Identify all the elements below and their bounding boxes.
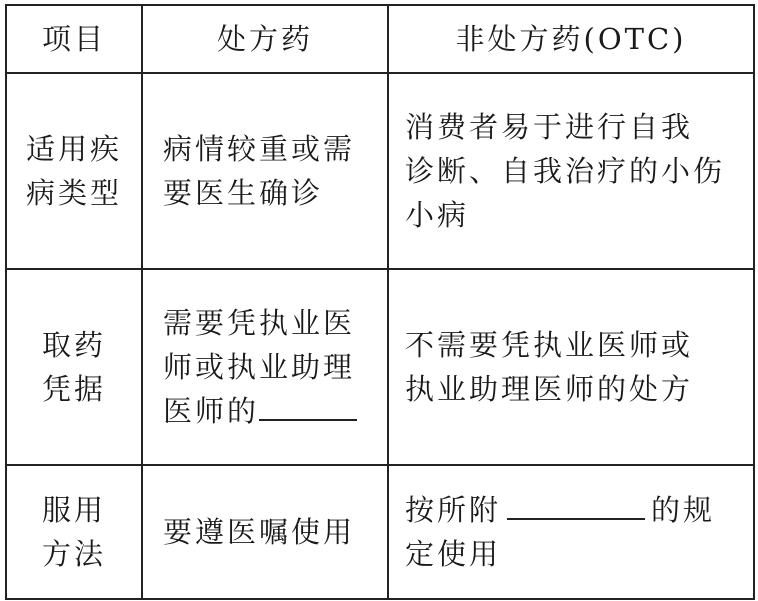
label-line: 方法 [41, 537, 106, 571]
otc-cell [388, 73, 754, 269]
cell-text: 按所附 [405, 493, 502, 527]
cell-line: 定使用 [405, 537, 502, 571]
row-label [6, 73, 142, 269]
cell-line: 消费者易于进行自我 [405, 110, 694, 144]
cell-line: 执业助理医师的处方 [405, 372, 694, 406]
cell-text: 医师的 [163, 394, 260, 428]
cell-line: 师或执业助理 [163, 350, 356, 384]
otc-cell [388, 465, 754, 599]
cell-line: 不需要凭执业医师或 [405, 328, 694, 362]
label-line: 服用 [41, 493, 106, 527]
cell-line: 病情较重或需 [163, 132, 356, 166]
header-otc: 非处方药(OTC) [388, 5, 754, 73]
cell-line: 诊断、自我治疗的小伤 [405, 154, 726, 188]
cell-text: 的规 [651, 493, 716, 527]
fill-in-blank [259, 389, 357, 421]
comparison-table [5, 4, 755, 600]
row-label [6, 465, 142, 599]
prescription-cell [142, 465, 388, 599]
row-label [6, 269, 142, 465]
cell-line [405, 488, 745, 532]
header-item: 项目 [6, 5, 142, 73]
cell-line [163, 389, 377, 433]
header-row [6, 5, 754, 73]
prescription-cell [142, 269, 388, 465]
cell-line: 要医生确诊 [163, 176, 324, 210]
table-row-disease-type [6, 73, 754, 269]
prescription-cell [142, 73, 388, 269]
otc-cell [388, 269, 754, 465]
cell-line: 需要凭执业医 [163, 306, 356, 340]
cell-line: 小病 [405, 198, 470, 232]
table-row-usage-method [6, 465, 754, 599]
label-line: 病类型 [25, 176, 122, 210]
cell-line: 要遵医嘱使用 [163, 515, 356, 549]
table-row-dispensing-basis [6, 269, 754, 465]
label-line: 凭据 [41, 372, 106, 406]
label-line: 取药 [41, 328, 106, 362]
fill-in-blank [507, 488, 645, 520]
label-line: 适用疾 [25, 132, 122, 166]
header-prescription: 处方药 [142, 5, 388, 73]
